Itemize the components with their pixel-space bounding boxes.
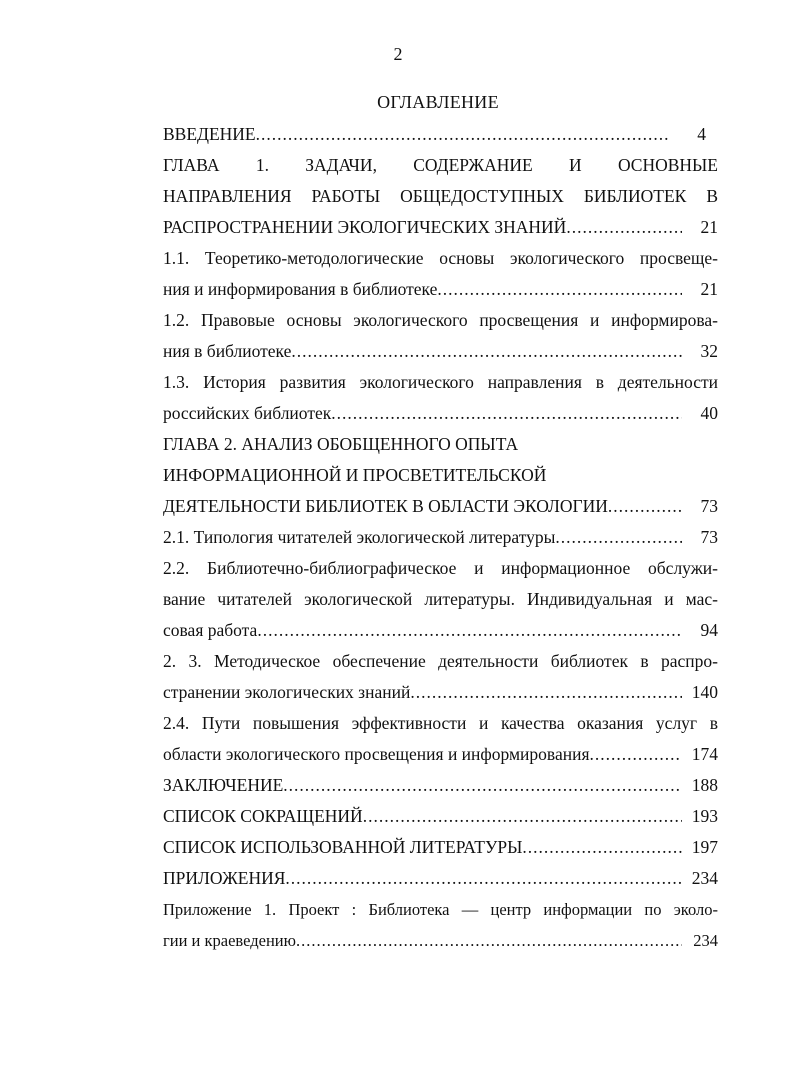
leader-dots [555,522,682,553]
toc-entry-appendices [163,863,718,894]
leader-dots [522,832,682,863]
toc-entry-text: совая работа [163,620,258,640]
toc-line: 2.4. Пути повышения эффективности и качества оказания услуг в [163,713,718,733]
toc-entry-appendix-1 [163,925,718,956]
toc-entry-page: 188 [691,775,718,795]
toc-entry-text: ПРИЛОЖЕНИЯ [163,868,286,888]
toc-line: НАПРАВЛЕНИЯ РАБОТЫ ОБЩЕДОСТУПНЫХ БИБЛИОТЕК В [163,186,718,206]
toc-line: 2.2. Библиотечно-библиографическое и информационное обслужи- [163,558,718,578]
leader-dots [410,677,682,708]
toc-entry-text: РАСПРОСТРАНЕНИИ ЭКОЛОГИЧЕСКИХ ЗНАНИЙ [163,217,567,237]
toc-entry-page: 73 [700,496,718,516]
toc-entry-page: 234 [693,931,718,950]
leader-dots [590,739,682,770]
table-of-contents [163,119,718,956]
toc-entry-text: СПИСОК СОКРАЩЕНИЙ [163,806,363,826]
toc-entry-page: 40 [700,403,718,423]
toc-entry-references [163,832,718,863]
leader-dots [257,615,682,646]
toc-entry-page: 73 [700,527,718,547]
toc-entry-text: ВВЕДЕНИЕ [163,124,256,144]
toc-entry-text: СПИСОК ИСПОЛЬЗОВАННОЙ ЛИТЕРАТУРЫ [163,837,523,857]
page-number: 2 [393,44,403,64]
leader-dots [608,491,682,522]
leader-dots [291,336,682,367]
toc-entry-section-2-4 [163,739,718,770]
toc-entry-text: ния и информирования в библиотеке [163,279,438,299]
toc-entry-page: 21 [700,217,718,237]
toc-entry-introduction [163,119,718,150]
leader-dots [296,925,682,956]
toc-entry-page: 174 [691,744,718,764]
toc-entry-text: ДЕЯТЕЛЬНОСТИ БИБЛИОТЕК В ОБЛАСТИ ЭКОЛОГИИ [163,496,608,516]
toc-line: 1.3. История развития экологического направления в деятельности [163,372,718,392]
toc-entry-section-2-2 [163,615,718,646]
leader-dots [283,770,682,801]
toc-entry-section-1-1 [163,274,718,305]
leader-dots [437,274,682,305]
toc-title: ОГЛАВЛЕНИЕ [377,92,499,112]
toc-entry-chapter-2 [163,491,718,522]
toc-entry-page: 94 [700,620,718,640]
toc-entry-section-2-3 [163,677,718,708]
toc-entry-page: 4 [697,124,706,144]
toc-line: ГЛАВА 2. АНАЛИЗ ОБОБЩЕННОГО ОПЫТА [163,434,519,454]
leader-dots [331,398,682,429]
toc-line: 1.2. Правовые основы экологического просвещения и информирова- [163,310,718,330]
leader-dots [566,212,682,243]
leader-dots [285,863,682,894]
toc-line: вание читателей экологической литературы. Индивидуальная и мас- [163,589,718,609]
toc-entry-section-2-1 [163,522,718,553]
toc-entry-text: ния в библиотеке [163,341,292,361]
toc-line: 1.1. Теоретико-методологические основы экологического просвеще- [163,248,718,268]
toc-entry-conclusion [163,770,718,801]
toc-entry-page: 21 [700,279,718,299]
toc-entry-text: ЗАКЛЮЧЕНИЕ [163,775,284,795]
toc-line: 2. 3. Методическое обеспечение деятельности библиотек в распро- [163,651,718,671]
toc-entry-abbreviations [163,801,718,832]
toc-line: ИНФОРМАЦИОННОЙ И ПРОСВЕТИТЕЛЬСКОЙ [163,465,547,485]
toc-line: ГЛАВА 1. ЗАДАЧИ, СОДЕРЖАНИЕ И ОСНОВНЫЕ [163,155,718,175]
toc-entry-page: 193 [691,806,718,826]
toc-line: Приложение 1. Проект : Библиотека — центр информации по эколо- [163,900,718,919]
toc-entry-text: гии и краеведению [163,931,296,950]
toc-entry-section-1-2 [163,336,718,367]
leader-dots [363,801,682,832]
toc-entry-text: области экологического просвещения и информирования [163,744,590,764]
toc-entry-page: 234 [691,868,718,888]
leader-dots [256,119,670,150]
toc-entry-chapter-1 [163,212,718,243]
toc-entry-page: 32 [700,341,718,361]
toc-entry-page: 140 [691,682,718,702]
toc-entry-page: 197 [691,837,718,857]
toc-entry-section-1-3 [163,398,718,429]
toc-entry-text: странении экологических знаний [163,682,411,702]
toc-entry-text: российских библиотек [163,403,332,423]
toc-entry-text: 2.1. Типология читателей экологической литературы [163,527,556,547]
